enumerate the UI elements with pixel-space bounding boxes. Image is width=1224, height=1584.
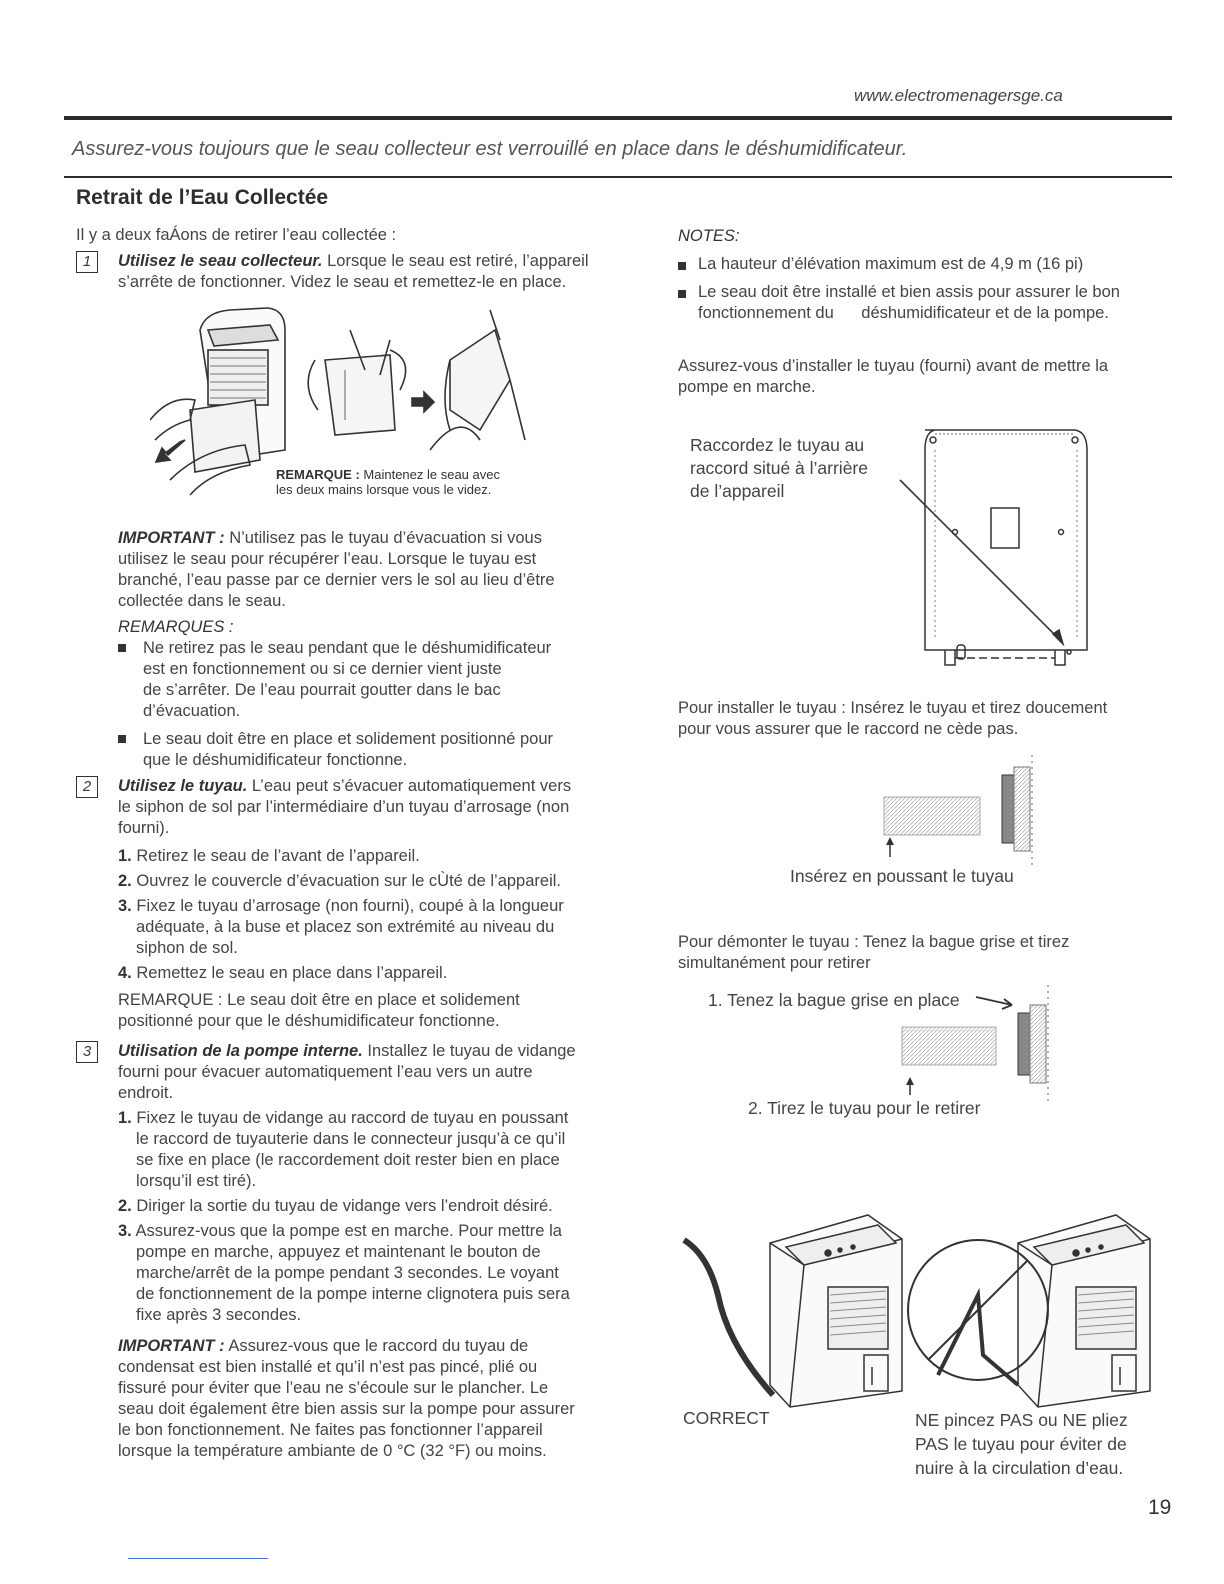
intro-text: Il y a deux faÁons de retirer l’eau collectée : bbox=[76, 226, 397, 244]
important-1-line: N’utilisez pas le tuyau d’évacuation si vous bbox=[224, 529, 542, 547]
bullet-icon bbox=[118, 735, 126, 743]
remarque-item-1 bbox=[143, 638, 623, 722]
correct-label: CORRECT bbox=[683, 1408, 770, 1428]
step-text: Remettez le seau en place dans l’appareil. bbox=[136, 964, 448, 982]
method-3-line: endroit. bbox=[118, 1084, 174, 1102]
notes-label: NOTES: bbox=[678, 227, 740, 245]
insert-hose-illustration bbox=[870, 745, 1050, 865]
tagline: Assurez-vous toujours que le seau collecteur est verrouillé en place dans le déshumidificateur. bbox=[72, 138, 908, 160]
step-box-3: 3 bbox=[76, 1041, 98, 1063]
install-hose-line: pour vous assurer que le raccord ne cède pas. bbox=[678, 720, 1019, 738]
install-hose-note bbox=[678, 698, 1107, 740]
important-2-line: Assurez-vous que le raccord du tuyau de bbox=[224, 1337, 529, 1355]
section-rule bbox=[64, 176, 1172, 178]
step-text: siphon de sol. bbox=[136, 939, 238, 957]
remarque-item-2 bbox=[143, 729, 623, 771]
remove-note bbox=[678, 932, 1069, 974]
remove-hose-illustration bbox=[890, 985, 1070, 1105]
bullet-icon bbox=[678, 290, 686, 298]
raccord-line: raccord situé à l’arrière bbox=[690, 458, 868, 478]
remarque-line: Le seau doit être en place et solidement positionné pour bbox=[143, 730, 554, 748]
step-text: lorsqu’il est tiré). bbox=[136, 1172, 257, 1190]
raccord-callout bbox=[690, 434, 868, 503]
step-text: se fixe en place (le raccordement doit rester bien en place bbox=[136, 1151, 560, 1169]
step-box-1: 1 bbox=[76, 251, 98, 273]
important-2-line: condensat est bien installé et qu’il n’est pas pincé, plié ou bbox=[118, 1358, 538, 1376]
method-2-steps bbox=[118, 846, 618, 1032]
step-text: Fixez le tuyau de vidange au raccord de tuyau en poussant bbox=[136, 1109, 569, 1127]
method-2-remarque: REMARQUE : Le seau doit être en place et solidement bbox=[118, 991, 520, 1009]
step-pull: 2. Tirez le tuyau pour le retirer bbox=[748, 1098, 981, 1118]
important-1-line: collectée dans le seau. bbox=[118, 592, 286, 610]
step-text: Retirez le seau de l’avant de l’appareil. bbox=[136, 847, 420, 865]
figure-note-line2: les deux mains lorsque vous le videz. bbox=[276, 482, 492, 497]
remove-line: Pour démonter le tuyau : Tenez la bague grise et tirez bbox=[678, 933, 1070, 951]
header-rule bbox=[64, 116, 1172, 120]
step-number: 3. bbox=[118, 897, 132, 915]
step-text: de fonctionnement de la pompe interne clignotera puis sera bbox=[136, 1285, 570, 1303]
step-text: Fixez le tuyau d’arrosage (non fourni), coupé à la longueur bbox=[136, 897, 564, 915]
method-3-line: Installez le tuyau de vidange bbox=[362, 1042, 576, 1060]
method-1-line2: s’arrête de fonctionner. Videz le seau et remettez-le en place. bbox=[118, 273, 567, 291]
step-text: pompe en marche, appuyez et maintenant le bouton de bbox=[136, 1243, 541, 1261]
install-hose-line: Pour installer le tuyau : Insérez le tuyau et tirez doucement bbox=[678, 699, 1108, 717]
step-text: fixe après 3 secondes. bbox=[136, 1306, 302, 1324]
step-text: marche/arrêt de la pompe pendant 3 secondes. Le voyant bbox=[136, 1264, 559, 1282]
method-2-line: fourni). bbox=[118, 819, 170, 837]
method-2-line: L’eau peut s’évacuer automatiquement vers bbox=[247, 777, 572, 795]
important-2-line: seau doit également être bien assis sur la pompe pour assurer bbox=[118, 1400, 575, 1418]
note-line: Le seau doit être installé et bien assis pour assurer le bon bbox=[698, 283, 1120, 301]
step-text: adéquate, à la buse et placez son extrémité au niveau du bbox=[136, 918, 555, 936]
step-text: Assurez-vous que la pompe est en marche. Pour mettre la bbox=[135, 1222, 562, 1240]
remarque-line: est en fonctionnement ou si ce dernier vient juste bbox=[143, 660, 502, 678]
step-number: 4. bbox=[118, 964, 132, 982]
step-box-2: 2 bbox=[76, 776, 98, 798]
remove-line: simultanément pour retirer bbox=[678, 954, 871, 972]
install-line: pompe en marche. bbox=[678, 378, 816, 396]
method-3 bbox=[118, 1041, 618, 1104]
method-2-line: le siphon de sol par l’intermédiaire d’un tuyau d’arrosage (non bbox=[118, 798, 570, 816]
important-2-line: le bon fonctionnement. Ne faites pas fonctionner l’appareil bbox=[118, 1421, 543, 1439]
method-3-line: fourni pour évacuer automatiquement l’eau vers un autre bbox=[118, 1063, 533, 1081]
important-2-line: fissuré pour éviter que l’eau ne s’écoule sur le plancher. Le bbox=[118, 1379, 549, 1397]
incorrect-line: nuire à la circulation d’eau. bbox=[915, 1458, 1124, 1478]
note-line: fonctionnement du déshumidificateur et de la pompe. bbox=[698, 304, 1109, 322]
step-hold: 1. Tenez la bague grise en place bbox=[708, 990, 960, 1010]
unit-back-illustration bbox=[895, 420, 1095, 680]
remarque-line: que le déshumidificateur fonctionne. bbox=[143, 751, 408, 769]
important-1-label: IMPORTANT : bbox=[118, 529, 225, 547]
note-1: La hauteur d’élévation maximum est de 4,9 m (16 pi) bbox=[698, 255, 1084, 273]
figure-note-label: REMARQUE : bbox=[276, 467, 360, 482]
bullet-icon bbox=[678, 262, 686, 270]
step-number: 1. bbox=[118, 847, 132, 865]
remarque-line: de s’arrêter. De l’eau pourrait goutter dans le bac bbox=[143, 681, 501, 699]
method-2-title: Utilisez le tuyau. bbox=[118, 777, 248, 795]
remarque-line: Ne retirez pas le seau pendant que le déshumidificateur bbox=[143, 639, 552, 657]
install-note bbox=[678, 356, 1108, 398]
step-number: 2. bbox=[118, 872, 132, 890]
insert-caption: Insérez en poussant le tuyau bbox=[790, 866, 1014, 886]
install-line: Assurez-vous d’installer le tuyau (fourni) avant de mettre la bbox=[678, 357, 1109, 375]
note-2 bbox=[698, 282, 1120, 324]
figure-note bbox=[276, 467, 500, 497]
figure-note-line1: Maintenez le seau avec bbox=[363, 467, 500, 482]
step-text: Diriger la sortie du tuyau de vidange vers l’endroit désiré. bbox=[136, 1197, 553, 1215]
hose-correct-incorrect-illustration bbox=[678, 1195, 1158, 1415]
important-2-line: lorsque la température ambiante de 0 °C (32 °F) ou moins. bbox=[118, 1442, 547, 1460]
important-1-line: utilisez le seau pour récupérer l’eau. Lorsque le tuyau est bbox=[118, 550, 537, 568]
important-2 bbox=[118, 1336, 618, 1462]
remarques-label: REMARQUES : bbox=[118, 618, 234, 636]
bullet-icon bbox=[118, 644, 126, 652]
footer-line bbox=[128, 1558, 268, 1559]
section-title: Retrait de l’Eau Collectée bbox=[76, 186, 329, 209]
raccord-line: de l’appareil bbox=[690, 481, 785, 501]
step-number: 2. bbox=[118, 1197, 132, 1215]
method-1 bbox=[118, 251, 618, 293]
page-number: 19 bbox=[1148, 1496, 1172, 1519]
remarque-line: d’évacuation. bbox=[143, 702, 241, 720]
important-1 bbox=[118, 528, 618, 612]
method-2-remarque: positionné pour que le déshumidificateur fonctionne. bbox=[118, 1012, 500, 1030]
step-number: 3. bbox=[118, 1222, 132, 1240]
important-2-label: IMPORTANT : bbox=[118, 1337, 225, 1355]
incorrect-line: PAS le tuyau pour éviter de bbox=[915, 1434, 1127, 1454]
step-number: 1. bbox=[118, 1109, 132, 1127]
incorrect-label bbox=[915, 1408, 1128, 1480]
important-1-line: branché, l’eau passe par ce dernier vers le sol au lieu d’être bbox=[118, 571, 555, 589]
step-text: Ouvrez le couvercle d’évacuation sur le cÙté de l’appareil. bbox=[136, 872, 561, 890]
method-1-title: Utilisez le seau collecteur. bbox=[118, 252, 323, 270]
method-1-line1: Lorsque le seau est retiré, l’appareil bbox=[327, 252, 589, 270]
step-text: le raccord de tuyauterie dans le connecteur jusqu’à ce qu’il bbox=[136, 1130, 566, 1148]
method-3-title: Utilisation de la pompe interne. bbox=[118, 1042, 363, 1060]
method-2 bbox=[118, 776, 618, 839]
incorrect-line: NE pincez PAS ou NE pliez bbox=[915, 1410, 1128, 1430]
website-url: www.electromenagersge.ca bbox=[854, 86, 1063, 105]
method-3-steps bbox=[118, 1108, 618, 1326]
raccord-line: Raccordez le tuyau au bbox=[690, 435, 865, 455]
